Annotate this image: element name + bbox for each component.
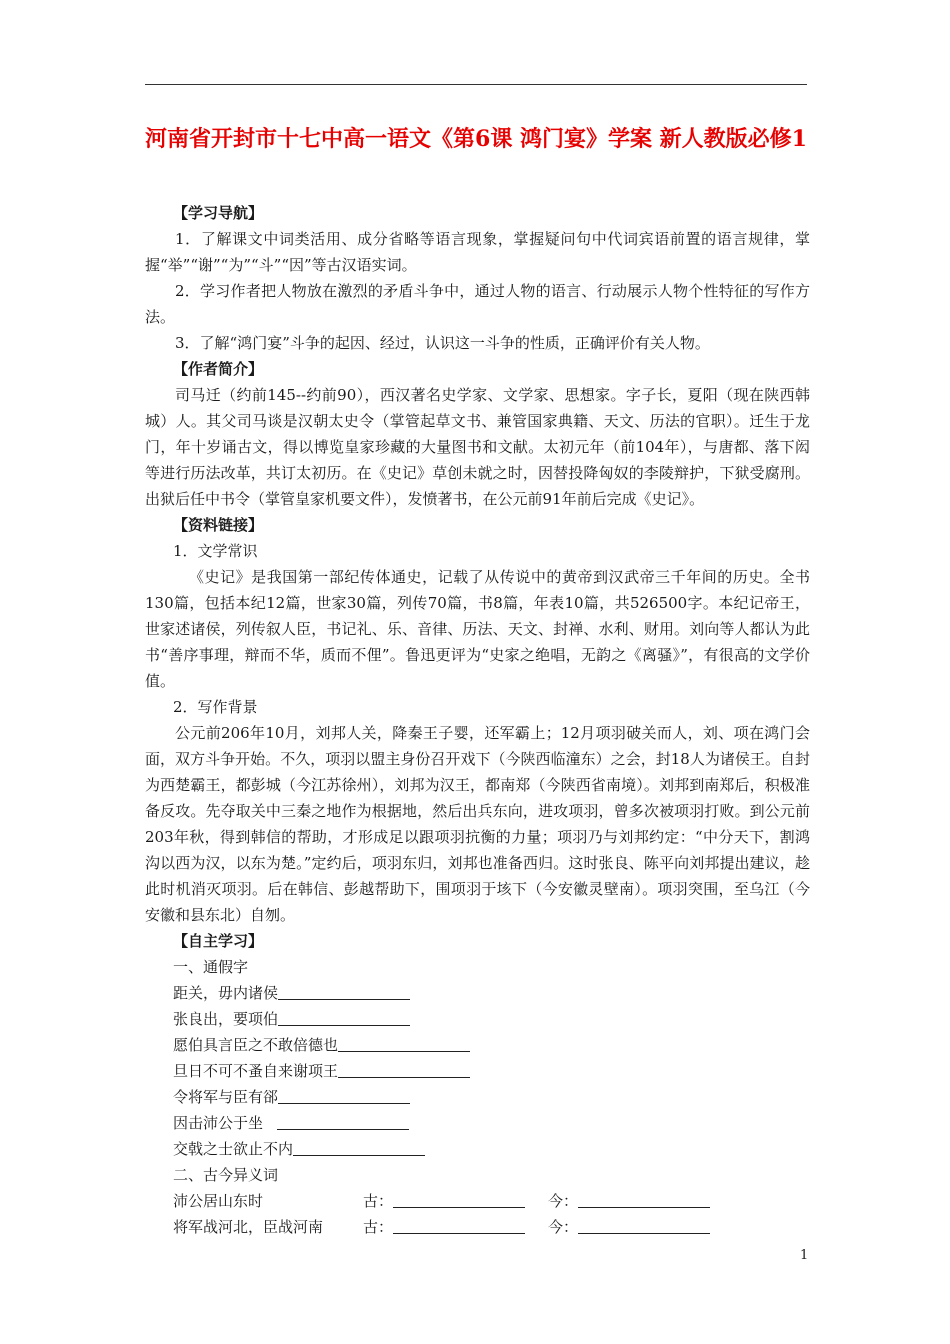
background-paragraph: 公元前206年10月，刘邦人关，降秦王子婴，还军霸上；12月项羽破关而人，刘、项在鸿门会面，双方斗争开始。不久，项羽以盟主身份召开戏下（今陕西临潼东）之会，封18人为诸侯王。自封为西楚霸王，都彭城（今江苏徐州），刘邦为汉王，都南郑（今陕西省南境）。刘邦到南郑后，积极准备反攻。先夺取关中三秦之地作为根据地，然后出兵东向，进攻项羽，曾多次被项羽打败。到公元前203年秋，得到韩信的帮助，才形成足以跟项羽抗衡的力量；项羽乃与刘邦约定：“中分天下，割鸿沟以西为汉，以东为楚。”定约后，项羽东归，刘邦也准备西归。这时张良、陈平向刘邦提出建议，趁此时机消灭项羽。后在韩信、彭越帮助下，围项羽于垓下（今安徽灵壁南）。项羽突围，至乌江（今安徽和县东北）自刎。 [145,724,810,924]
exercise-item: 因击沛公于坐 [145,1110,810,1136]
answer-blank[interactable] [278,983,410,1000]
header-rule [145,84,807,85]
exercise-item: 愿伯具言臣之不敢倍德也 [145,1032,810,1058]
self-subheading-1: 一、通假字 [173,958,249,976]
exercise-item: 张良出，要项伯 [145,1006,810,1032]
answer-blank[interactable] [278,1087,410,1104]
page-number: 1 [800,1248,809,1263]
page-title: 河南省开封市十七中高一语文《第6课 鸿门宴》学案 新人教版必修1 [145,126,807,152]
answer-blank[interactable] [393,1217,525,1234]
self-subheading-2: 二、古今异义词 [173,1166,279,1184]
section-heading-author: 【作者简介】 [173,360,264,378]
nav-item-1: 1．了解课文中词类活用、成分省略等语言现象，掌握疑问句中代词宾语前置的语言规律，掌握“举”“谢”“为”“斗”“因”等古汉语实词。 [145,230,810,274]
section-heading-nav: 【学习导航】 [173,204,264,222]
exercise-item: 令将军与臣有郤 [145,1084,810,1110]
answer-blank[interactable] [578,1191,710,1208]
exercise-row: 沛公居山东时 古： 今： [145,1188,810,1214]
exercise-item: 旦日不可不蚤自来谢项王 [145,1058,810,1084]
links-subheading-1: 1．文学常识 [173,542,258,560]
answer-blank[interactable] [338,1061,470,1078]
author-paragraph: 司马迁（约前145--约前90），西汉著名史学家、文学家、思想家。字子长，夏阳（现在陕西韩城）人。其父司马谈是汉朝太史令（掌管起草文书、兼管国家典籍、天文、历法的官职）。迁生于龙门，年十岁诵古文，得以博览皇家珍藏的大量图书和文献。太初元年（前104年），与唐都、落下闳等进行历法改革，共订太初历。在《史记》草创未就之时，因替投降匈奴的李陵辩护，下狱受腐刑。出狱后任中书令（掌管皇家机要文件），发愤著书，在公元前91年前后完成《史记》。 [145,386,810,508]
nav-item-2: 2．学习作者把人物放在激烈的矛盾斗争中，通过人物的语言、行动展示人物个性特征的写作方法。 [145,282,810,326]
exercise-row: 将军战河北，臣战河南 古： 今： [145,1214,810,1240]
answer-blank[interactable] [278,1009,410,1026]
document-body [145,200,810,1240]
answer-blank[interactable] [338,1035,470,1052]
answer-blank[interactable] [293,1139,425,1156]
section-heading-self: 【自主学习】 [173,932,264,950]
literature-paragraph: 《史记》是我国第一部纪传体通史，记载了从传说中的黄帝到汉武帝三千年间的历史。全书130篇，包括本纪12篇，世家30篇，列传70篇，书8篇，年表10篇，共526500字。本纪记帝王，世家述诸侯，列传叙人臣，书记礼、乐、音律、历法、天文、封禅、水利、财用。刘向等人都认为此书“善序事理，辩而不华，质而不俚”。鲁迅更评为“史家之绝唱，无韵之《离骚》”，有很高的文学价值。 [145,568,810,690]
answer-blank[interactable] [393,1191,525,1208]
nav-item-3: 3．了解“鸿门宴”斗争的起因、经过，认识这一斗争的性质，正确评价有关人物。 [175,334,710,352]
links-subheading-2: 2．写作背景 [173,698,258,716]
exercise-item: 距关，毋内诸侯 [145,980,810,1006]
answer-blank[interactable] [578,1217,710,1234]
exercise-item: 交戟之士欲止不内 [145,1136,810,1162]
answer-blank[interactable] [277,1113,409,1130]
section-heading-links: 【资料链接】 [173,516,264,534]
